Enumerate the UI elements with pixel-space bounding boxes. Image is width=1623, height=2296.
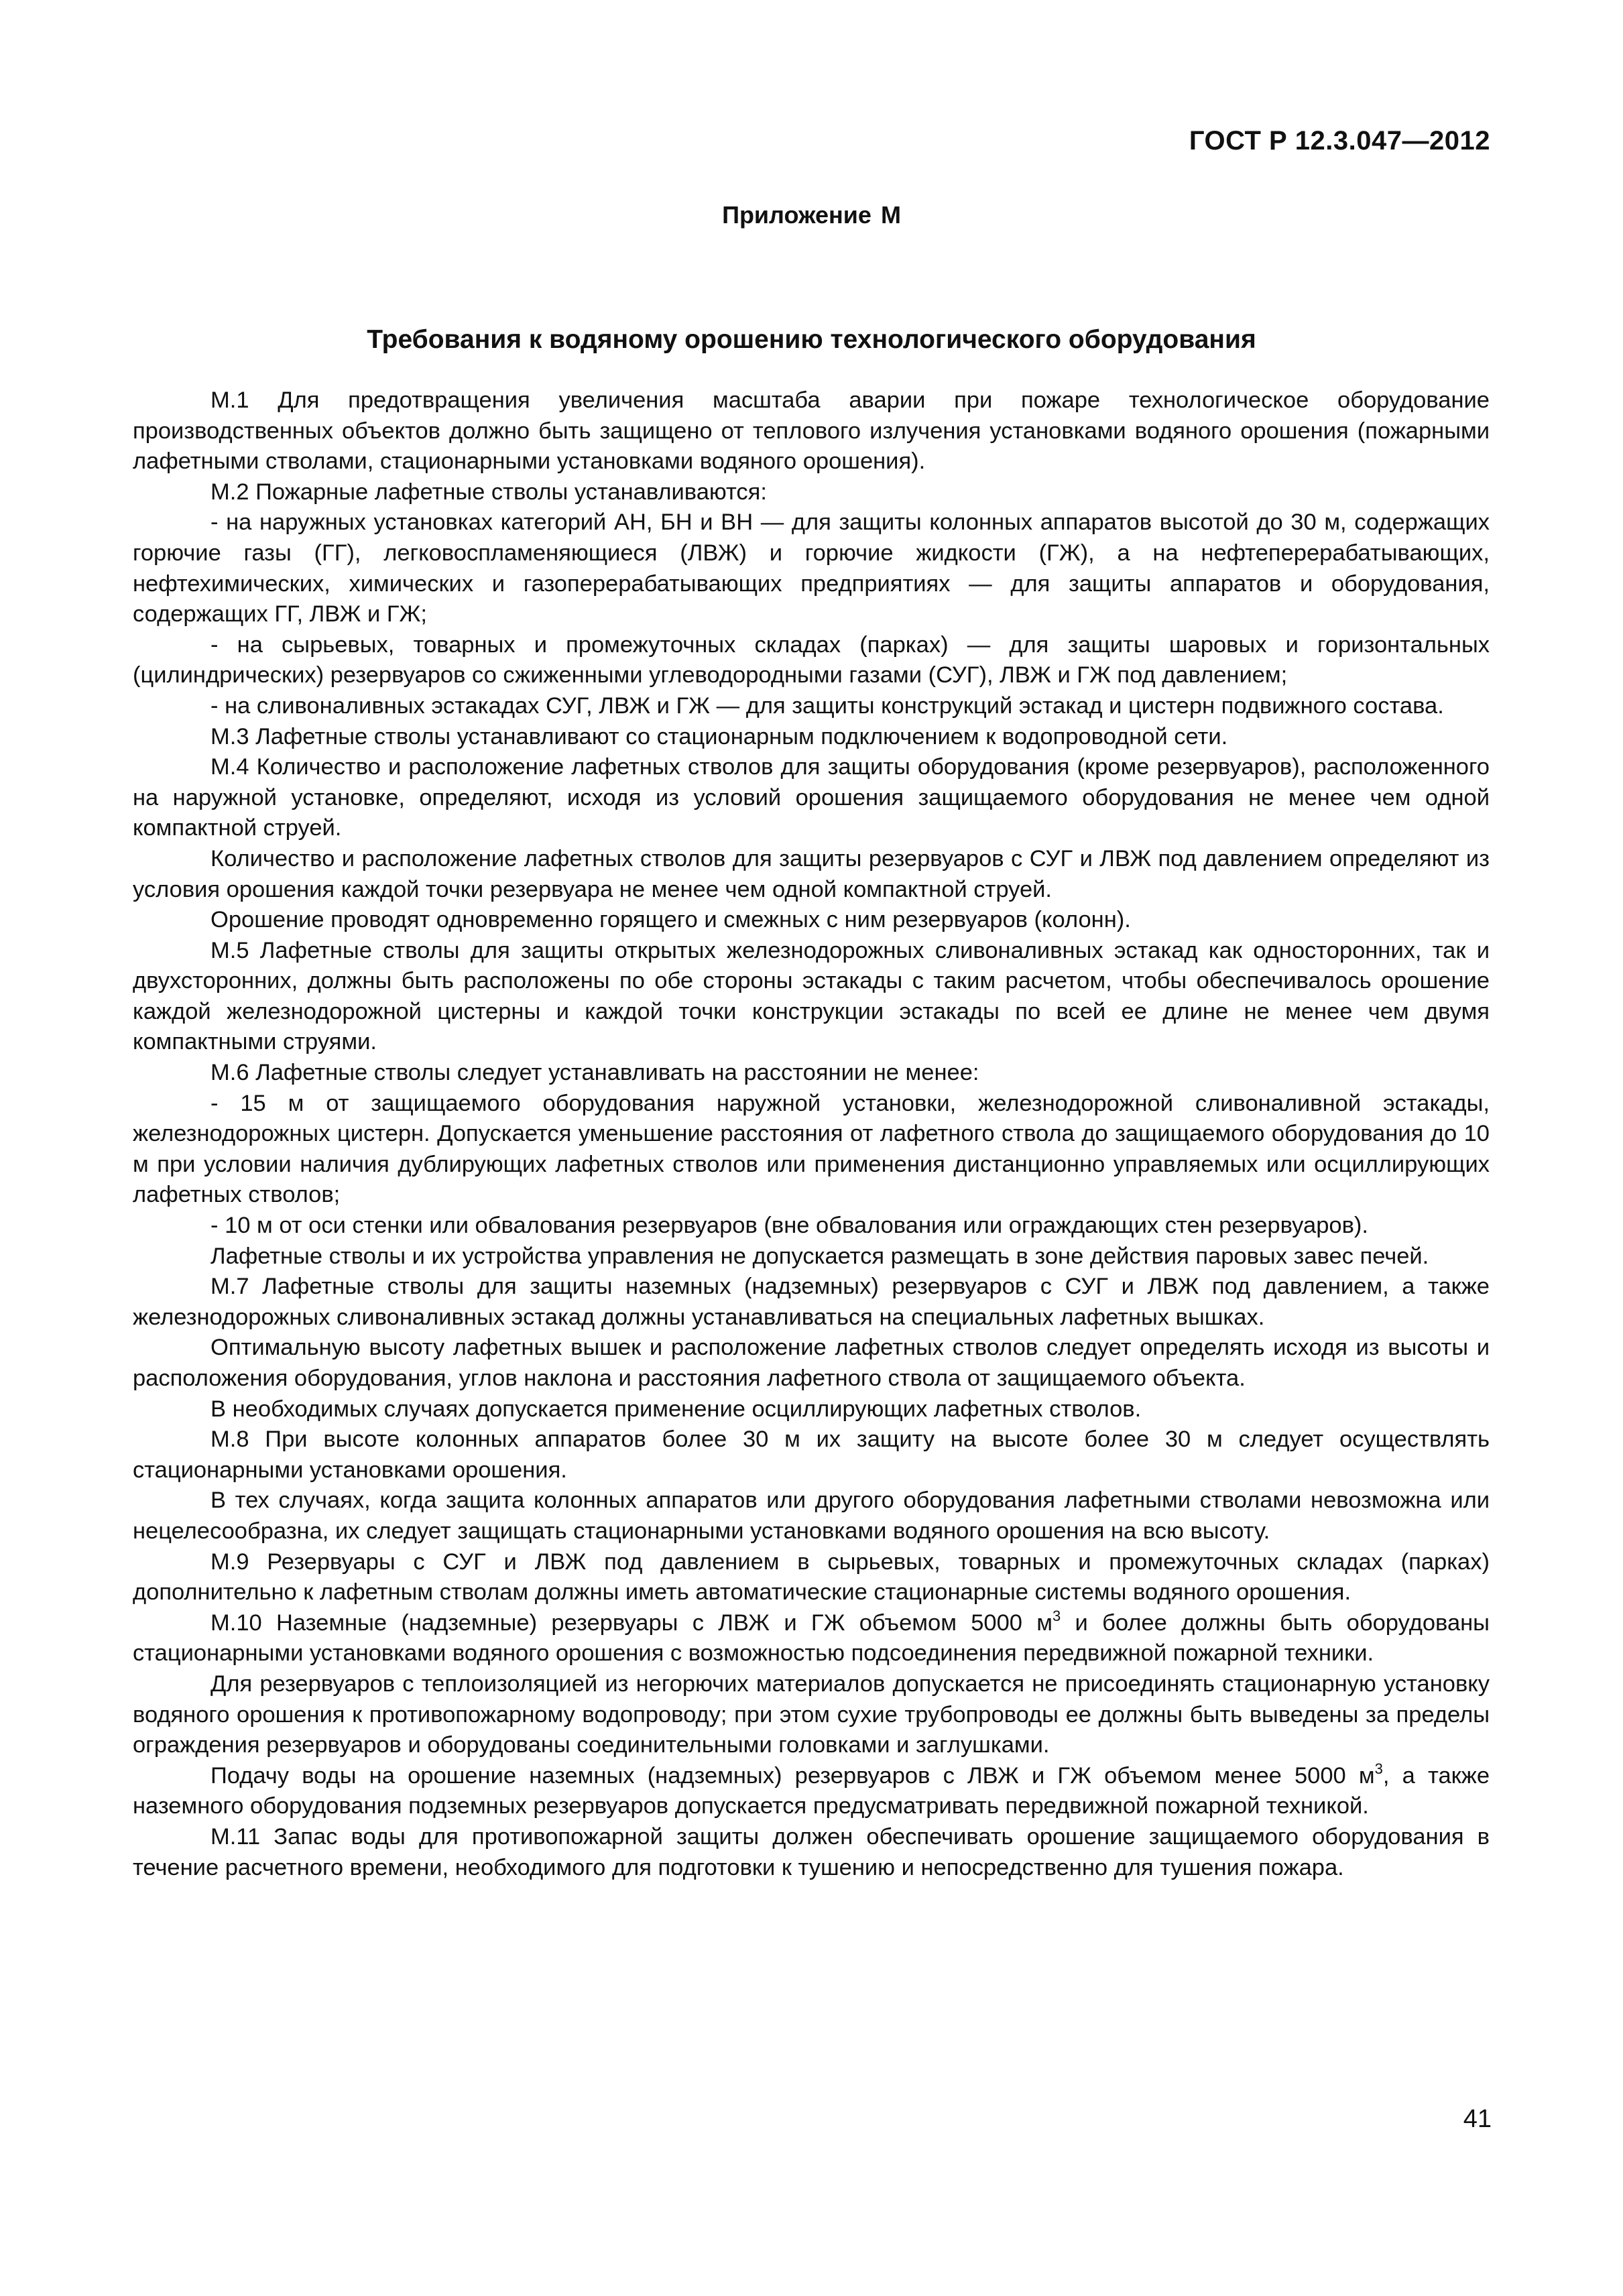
paragraph-m2: М.2 Пожарные лафетные стволы устанавливаются: xyxy=(211,479,767,505)
paragraph-m9: М.9 Резервуары с СУГ и ЛВЖ под давлением в сырьевых, товарных и промежуточных складах (парках) дополнительно к лафетным стволам должны иметь автоматические стационарные системы водяного орошения. xyxy=(133,1549,1490,1606)
body-text xyxy=(133,385,1490,1883)
paragraph-m10: М.10 Наземные (надземные) резервуары с ЛВЖ и ГЖ объемом 5000 $м^3$ и более должны быть оборудованы стационарными установками водяного орошения с возможностью подсоединения передвижной пожарной техники. xyxy=(133,1607,1490,1667)
paragraph-m3: М.3 Лафетные стволы устанавливают со стационарным подключением к водопроводной сети. xyxy=(211,723,1228,749)
paragraph-m7-height: Оптимальную высоту лафетных вышек и расположение лафетных стволов следует определять исходя из высоты и расположения оборудования, углов наклона и расстояния лафетного ствола от защищаемого объекта. xyxy=(133,1335,1490,1391)
list-item-racks: - на сливоналивных эстакадах СУГ, ЛВЖ и ГЖ — для защиты конструкций эстакад и цистерн подвижного состава. xyxy=(211,692,1444,719)
appendix-letter: М xyxy=(880,201,901,229)
paragraph-m10-supply: Подачу воды на орошение наземных (надземных) резервуаров с ЛВЖ и ГЖ объемом менее 5000 $м^3$, а также наземного оборудования подземных резервуаров допускается предусматривать передвижной пожарной техникой. xyxy=(133,1760,1490,1819)
paragraph-m6-steam: Лафетные стволы и их устройства управления не допускается размещать в зоне действия паровых завес печей. xyxy=(211,1243,1429,1269)
paragraph-m1: М.1 Для предотвращения увеличения масштаба аварии при пожаре технологическое оборудование производственных объектов должно быть защищено от теплового излучения установками водяного орошения (пожарными лафетными стволами, стационарными установками водяного орошения). xyxy=(133,387,1490,475)
list-item-outdoor-units: - на наружных установках категорий АН, БН и ВН — для защиты колонных аппаратов высотой до 30 м, содержащих горючие газы (ГГ), легковоспламеняющиеся (ЛВЖ) и горючие жидкости (ГЖ), а на нефтеперерабатывающих, нефтехимических, химических и газоперерабатывающих предприятиях — для защиты аппаратов и оборудования, содержащих ГГ, ЛВЖ и ГЖ; xyxy=(133,509,1490,627)
paragraph-m5: М.5 Лафетные стволы для защиты открытых железнодорожных сливоналивных эстакад как односторонних, так и двухсторонних, должны быть расположены по обе стороны эстакады с таким расчетом, чтобы обеспечивалось орошение каждой железнодорожной цистерны и каждой точки конструкции эстакады по всей ее длине не менее чем двумя компактными струями. xyxy=(133,937,1490,1055)
list-item-10m: - 10 м от оси стенки или обвалования резервуаров (вне обвалования или ограждающих стен резервуаров). xyxy=(211,1213,1369,1239)
paragraph-m8: М.8 При высоте колонных аппаратов более 30 м их защиту на высоте более 30 м следует осуществлять стационарными установками орошения. xyxy=(133,1427,1490,1483)
paragraph-m4-irrigation: Орошение проводят одновременно горящего и смежных с ним резервуаров (колонн). xyxy=(211,907,1131,933)
paragraph-m10-insulation: Для резервуаров с теплоизоляцией из негорючих материалов допускается не присоединять стационарную установку водяного орошения к противопожарному водопроводу; при этом сухие трубопроводы ее должны быть выведены за пределы ограждения резервуаров и оборудованы соединительными головками и заглушками. xyxy=(133,1671,1490,1758)
page-number: 41 xyxy=(1463,2105,1492,2133)
list-item-storage: - на сырьевых, товарных и промежуточных складах (парках) — для защиты шаровых и горизонтальных (цилиндрических) резервуаров со сжиженными углеводородными газами (СУГ), ЛВЖ и ГЖ под давлением; xyxy=(133,631,1490,688)
appendix-heading xyxy=(0,201,1623,229)
paragraph-m7-oscillating: В необходимых случаях допускается применение осциллирующих лафетных стволов. xyxy=(211,1396,1142,1422)
paragraph-m7: М.7 Лафетные стволы для защиты наземных (надземных) резервуаров с СУГ и ЛВЖ под давлением, а также железнодорожных сливоналивных эстакад должны устанавливаться на специальных лафетных вышках. xyxy=(133,1274,1490,1330)
appendix-word: Приложение xyxy=(722,201,871,229)
paragraph-m11: М.11 Запас воды для противопожарной защиты должен обеспечивать орошение защищаемого оборудования в течение расчетного времени, необходимого для подготовки к тушению и непосредственно для тушения пожара. xyxy=(133,1823,1490,1880)
document-code: ГОСТ Р 12.3.047—2012 xyxy=(1189,126,1490,156)
appendix-title: Требования к водяному орошению технологического оборудования xyxy=(367,325,1256,354)
paragraph-m4-tanks: Количество и расположение лафетных стволов для защиты резервуаров с СУГ и ЛВЖ под давлением определяют из условия орошения каждой точки резервуара не менее чем одной компактной струей. xyxy=(133,845,1490,902)
list-item-15m: - 15 м от защищаемого оборудования наружной установки, железнодорожной сливоналивной эстакады, железнодорожных цистерн. Допускается уменьшение расстояния от лафетного ствола до защищаемого оборудования до 10 м при условии наличия дублирующих лафетных стволов или применения дистанционно управляемых или осциллирующих лафетных стволов; xyxy=(133,1090,1490,1208)
paragraph-m6: М.6 Лафетные стволы следует устанавливать на расстоянии не менее: xyxy=(211,1060,979,1086)
paragraph-m8-columns: В тех случаях, когда защита колонных аппаратов или другого оборудования лафетными стволами невозможна или нецелесообразна, их следует защищать стационарными установками водяного орошения на всю высоту. xyxy=(133,1488,1490,1544)
paragraph-m4: М.4 Количество и расположение лафетных стволов для защиты оборудования (кроме резервуаров), расположенного на наружной установке, определяют, исходя из условий орошения защищаемого оборудования не менее чем одной компактной струей. xyxy=(133,754,1490,841)
